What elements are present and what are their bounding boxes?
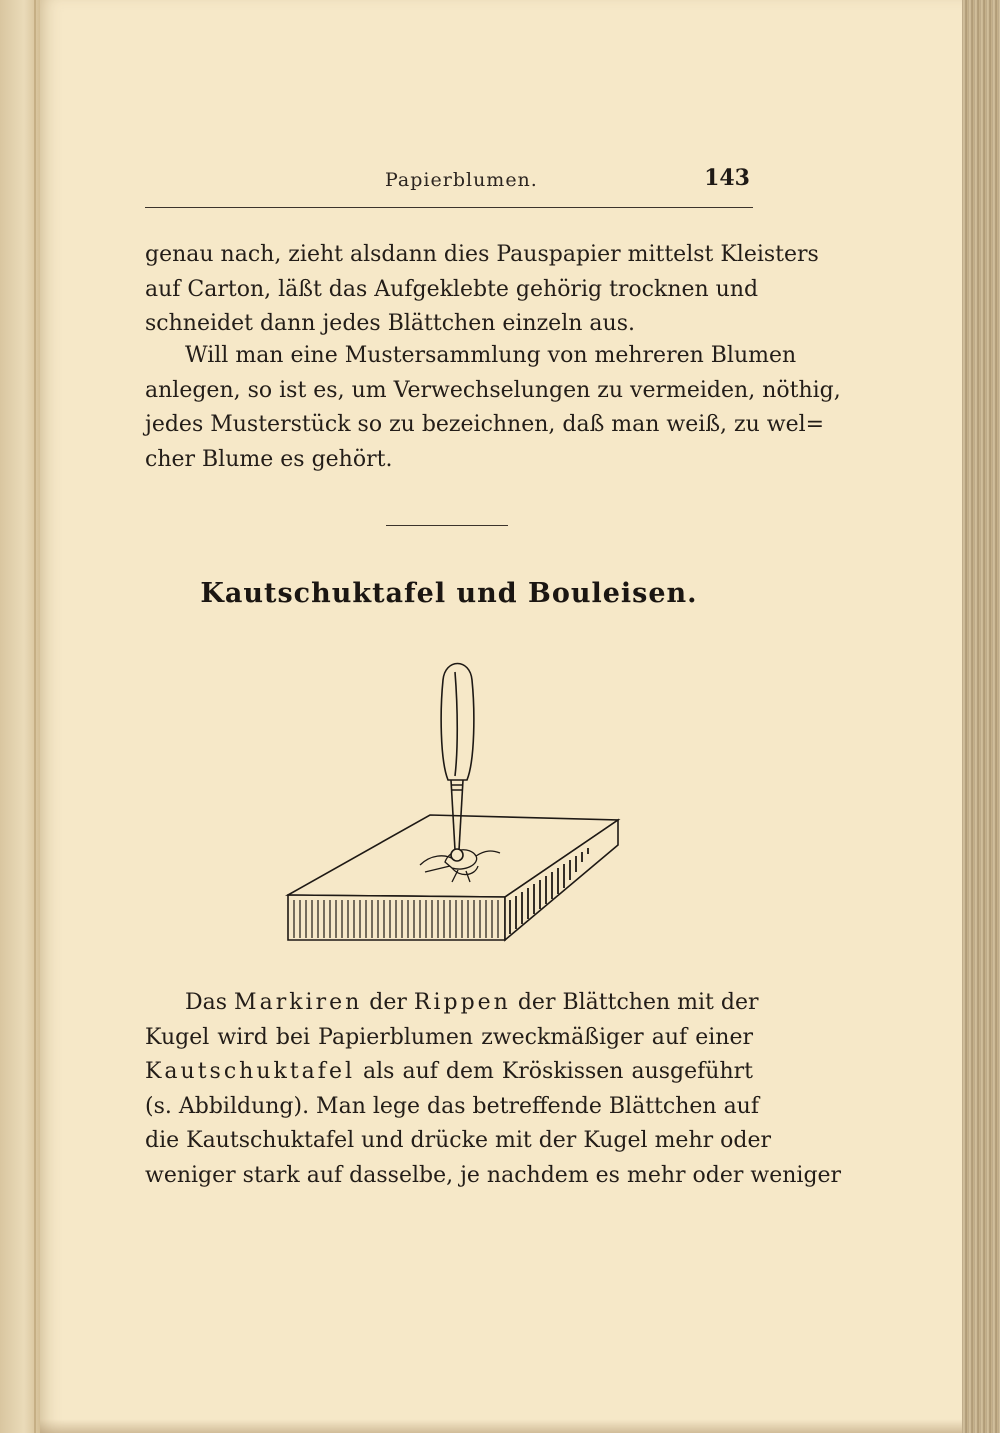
text-line: Will man eine Mustersammlung von mehreren Blumen bbox=[185, 343, 797, 368]
page-number: 143 bbox=[704, 165, 750, 191]
paragraph-1 bbox=[145, 238, 819, 342]
text-run: der Blättchen mit der bbox=[510, 990, 759, 1015]
left-page-edge bbox=[0, 0, 40, 1433]
text-line: auf Carton, läßt das Aufgeklebte gehörig trocknen und bbox=[145, 276, 759, 302]
header-rule bbox=[145, 207, 753, 208]
text-line: (s. Abbildung). Man lege das betreffende Blättchen auf bbox=[145, 1093, 759, 1119]
kautschuk-board-illustration bbox=[280, 650, 630, 950]
page-fold bbox=[34, 0, 36, 1433]
emphasized-term: Kautschuktafel bbox=[145, 1059, 355, 1084]
text-line: schneidet dann jedes Blättchen einzeln aus. bbox=[145, 311, 635, 336]
text-line: anlegen, so ist es, um Verwechselungen zu vermeiden, nöthig, bbox=[145, 377, 841, 403]
section-divider bbox=[386, 525, 508, 526]
emphasized-term: Rippen bbox=[413, 990, 511, 1015]
running-title: Papierblumen. bbox=[385, 169, 538, 191]
paragraph-2 bbox=[145, 339, 841, 477]
page-bottom-shadow bbox=[40, 1419, 962, 1433]
text-line bbox=[145, 986, 759, 1021]
text-line: die Kautschuktafel und drücke mit der Kugel mehr oder bbox=[145, 1128, 771, 1153]
paragraph-3 bbox=[145, 986, 842, 1193]
text-line bbox=[145, 1055, 753, 1090]
text-line: weniger stark auf dasselbe, je nachdem es mehr oder weniger bbox=[145, 1162, 842, 1188]
text-line: genau nach, zieht alsdann dies Pauspapier mittelst Kleisters bbox=[145, 242, 819, 267]
section-heading: Kautschuktafel und Bouleisen. bbox=[200, 578, 698, 609]
page-stack-edge bbox=[962, 0, 1000, 1433]
text-run: Das bbox=[185, 990, 235, 1015]
text-line: cher Blume es gehört. bbox=[145, 446, 393, 472]
page-header bbox=[145, 165, 753, 205]
emphasized-term: Markiren bbox=[234, 990, 363, 1015]
text-line: jedes Musterstück so zu bezeichnen, daß man weiß, zu wel= bbox=[145, 412, 825, 437]
text-run: der bbox=[362, 990, 414, 1015]
text-line: Kugel wird bei Papierblumen zweckmäßiger auf einer bbox=[145, 1024, 753, 1050]
text-run: als auf dem Kröskissen ausgeführt bbox=[355, 1059, 753, 1084]
